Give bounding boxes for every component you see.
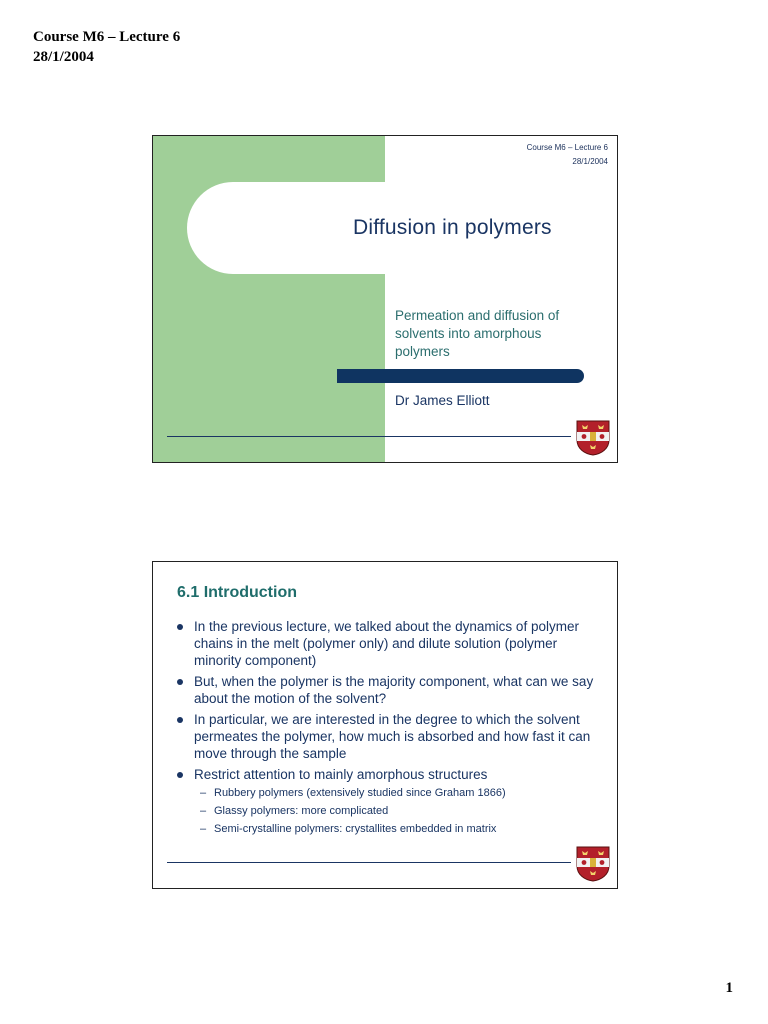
header-date: 28/1/2004 — [33, 49, 94, 65]
sub-bullet-list — [194, 784, 597, 838]
slide-subtitle — [395, 307, 600, 361]
subtitle-line: polymers — [395, 344, 450, 359]
page-header — [33, 27, 180, 67]
slide-meta-course: Course M6 – Lecture 6 — [526, 143, 608, 152]
slide-title: Diffusion in polymers — [353, 216, 552, 239]
page-number: 1 — [725, 980, 733, 996]
sub-bullet-item: – Semi-crystalline polymers: crystallites embedded in matrix — [194, 820, 597, 838]
bullet-item: In particular, we are interested in the degree to which the solvent permeates the polymer, how much is absorbed and how fast it can move through the sample — [177, 711, 597, 762]
footer-line — [167, 862, 571, 863]
bullet-item: But, when the polymer is the majority component, what can we say about the motion of the solvent? — [177, 673, 597, 707]
header-course: Course M6 – Lecture 6 — [33, 29, 181, 45]
university-crest-icon — [576, 420, 610, 456]
footer-line — [167, 436, 571, 437]
bullet-text: Restrict attention to mainly amorphous structures — [194, 767, 488, 782]
bullet-item: In the previous lecture, we talked about the dynamics of polymer chains in the melt (polymer only) and dilute solution (polymer minority component) — [177, 618, 597, 669]
slide-author: Dr James Elliott — [395, 393, 490, 408]
accent-bar — [337, 369, 584, 383]
slide-meta — [527, 141, 608, 169]
sub-bullet-item: – Glassy polymers: more complicated — [194, 802, 597, 820]
slide-meta-date: 28/1/2004 — [572, 157, 608, 166]
subtitle-line: Permeation and diffusion of — [395, 308, 560, 323]
bullet-list — [177, 618, 597, 842]
title-slide — [152, 135, 618, 463]
introduction-slide — [152, 561, 618, 889]
university-crest-icon — [576, 846, 610, 882]
subtitle-line: solvents into amorphous — [395, 326, 542, 341]
section-title: 6.1 Introduction — [177, 584, 297, 601]
bullet-item — [177, 766, 597, 838]
sub-bullet-item: – Rubbery polymers (extensively studied since Graham 1866) — [194, 784, 597, 802]
